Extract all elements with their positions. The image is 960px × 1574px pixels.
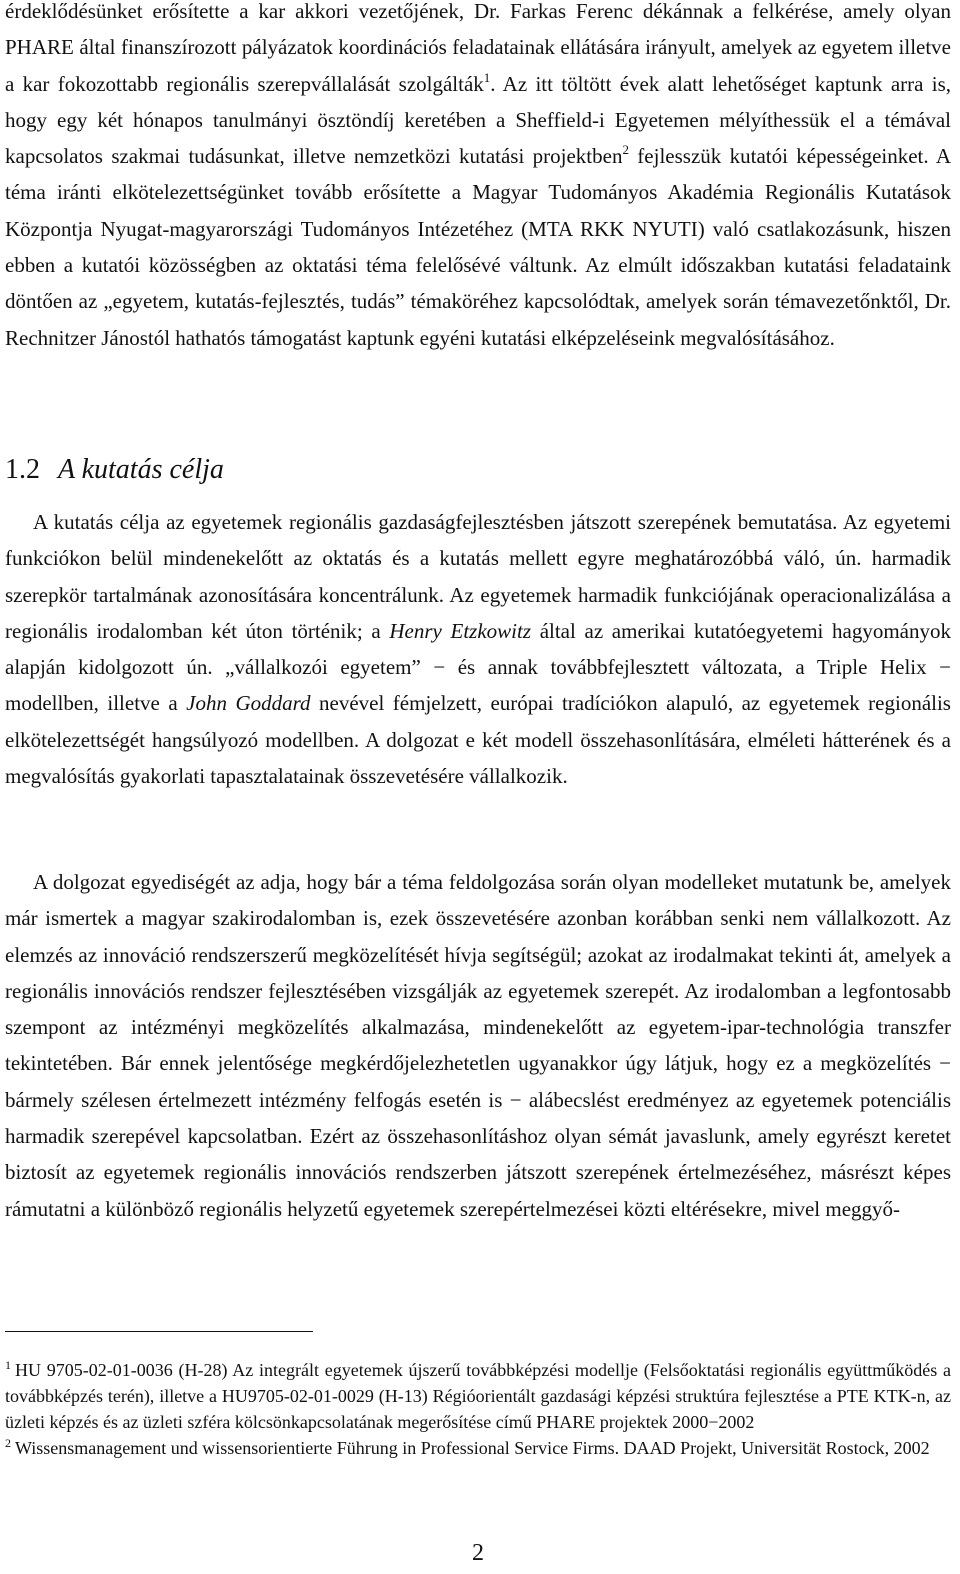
footnotes [5, 1357, 951, 1461]
author-name: John Goddard [186, 691, 311, 716]
paragraph-text: nevével fémjelzett, európai tradíciókon alapuló, az egyetemek regionális elkötelezettségét hangsúlyozó modellben. A dolgozat e két modell összehasonlítására, elméleti hátterének és a megvalósítás gyakorlati tapasztalatainak összevetésére vállalkozik. [5, 691, 951, 789]
footnote-separator [5, 1331, 313, 1332]
paragraph-text: fejlesszük kutatói képességeinket. A téma iránti elkötelezettségünket tovább erősítette a Magyar Tudományos Akadémia Regionális Kutatások Központja Nyugat-magyarországi Tudományos Intézetéhez (MTA RKK NYUTI) való csatlakozásunk, hiszen ebben a kutatói közösségben az oktatási téma felelősévé váltunk. Az elmúlt időszakban kutatási feladataink döntően az „egyetem, kutatás-fejlesztés, tudás” témaköréhez kapcsolódtak, amelyek során témavezetőnktől, Dr. Rechnitzer Jánostól hathatós támogatást kaptunk egyéni kutatási elképzeléseink megvalósításához. [5, 144, 951, 350]
footnote-text: Wissensmanagement und wissensorientierte Führung in Professional Service Firms. DAAD Projekt, Universität Rostock, 2002 [15, 1438, 930, 1458]
footnote-mark: 2 [5, 1436, 11, 1450]
paragraph-text: által az amerikai kutatóegyetemi hagyományok alapján kidolgozott ún. „vállalkozói egyetem” − és annak továbbfejlesztett változata, a Triple Helix − modellben, illetve a [5, 618, 952, 716]
paragraph-text: érdeklődésünket erősítette a kar akkori vezetőjének, Dr. Farkas Ferenc dékánnak a felkérése, amely olyan PHARE által finanszírozott pályázatok koordinációs feladatainak ellátására irányult, amelyek az egyetem illetve a kar fokozottabb regionális szerepvállalását szolgálták [5, 0, 951, 96]
section-title: A kutatás célja [58, 454, 224, 485]
paragraph-research-aim [5, 504, 951, 794]
paragraph-text: A kutatás célja az egyetemek regionális gazdaságfejlesztésben játszott szerepének bemutatása. Az egyetemi funkciókon belül mindenekelőtt az oktatás és a kutatás mellett egyre meghatározóbbá váló, ún. harmadik szerepkör tartalmának azonosítására koncentrálunk. Az egyetemek harmadik funkciójának operacionalizálása a regionális irodalomban két úton történik; a [5, 510, 951, 643]
paragraph-intro-continued [5, 0, 951, 356]
footnote-1 [5, 1357, 951, 1435]
footnote-2 [5, 1435, 951, 1461]
footnote-ref-1[interactable]: 1 [483, 69, 491, 85]
footnote-text: HU 9705-02-01-0036 (H-28) Az integrált egyetemek újszerű továbbképzési modellje (Felsőoktatási regionális együttműködés a továbbképzés terén), illetve a HU9705-02-01-0029 (H-13) Régióorientált gazdasági képzési struktúra fejlesztése a PTE KTK-n, az üzleti képzés és az üzleti szféra kölcsönkapcsolatának megerősítése című PHARE projektek 2000−2002 [5, 1360, 951, 1432]
section-number: 1.2 [5, 454, 40, 485]
footnote-ref-2[interactable]: 2 [622, 142, 629, 158]
paragraph-uniqueness: A dolgozat egyediségét az adja, hogy bár a téma feldolgozása során olyan modelleket mutatunk be, amelyek már ismertek a magyar szakirodalomban is, ezek összevetésére azonban korábban senki nem vállalkozott. Az elemzés az innováció rendszerszerű megközelítését hívja segítségül; azokat az irodalmakat tekinti át, amelyek a regionális innovációs rendszer fejlesztésében vizsgálják az egyetemek szerepét. Az irodalomban a legfontosabb szempont az intézményi megközelítés alkalmazása, mindenekelőtt az egyetem-ipar-technológia transzfer tekintetében. Bár ennek jelentősége megkérdőjelezhetetlen ugyanakkor úgy látjuk, hogy ez a megközelítés − bármely szélesen értelmezett intézmény felfogás esetén is − alábecslést eredményez az egyetemek potenciális harmadik szerepével kapcsolatban. Ezért az összehasonlításhoz olyan sémát javaslunk, amely egyrészt keretet biztosít az egyetemek regionális innovációs rendszerben játszott szerepének értelmezéséhez, másrészt képes rámutatni a különböző regionális helyzetű egyetemek szerepértelmezései közti eltérésekre, mivel meggyő- [5, 870, 951, 1221]
page-number: 2 [472, 1540, 484, 1566]
footnote-mark: 1 [5, 1358, 11, 1372]
section-heading [5, 450, 951, 490]
author-name: Henry Etzkowitz [389, 618, 532, 643]
paragraph-text: . Az itt töltött évek alatt lehetőséget kaptunk arra is, hogy egy két hónapos tanulmányi ösztöndíj keretében a Sheffield-i Egyetemen mélyíthessük el a témával kapcsolatos szakmai tudásunkat, illetve nemzetközi kutatási projektben [5, 71, 951, 169]
